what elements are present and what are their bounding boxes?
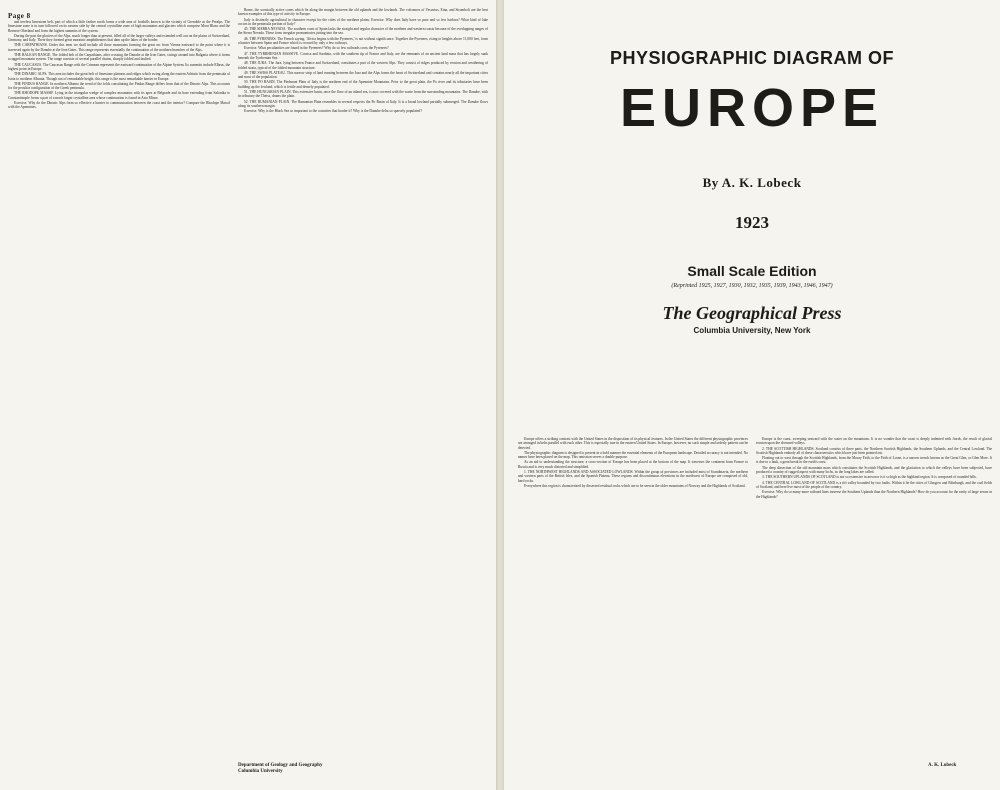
text-column-left-1 <box>8 20 230 762</box>
paragraph: Exercise. Why do the Dinaric Alps form so effective a barrier to communication between the coast and the interior? Compare the Rhodope Massif with the Apennines. <box>8 101 230 110</box>
right-page <box>504 0 1000 790</box>
publisher: The Geographical Press <box>662 303 842 323</box>
text-column-left-2 <box>238 8 488 762</box>
reprint-note: (Reprinted 1925, 1927, 1930, 1932, 1935, 1939, 1943, 1946, 1947) <box>671 283 833 289</box>
paragraph: 3. THE SOUTHERN UPLANDS OF SCOTLAND is not so extensive in area nor is it so high as the highland region. It is composed of rounded hills. <box>762 475 977 480</box>
paragraph: Exercise. What peculiarities are found in the Pyrenees? Why do so few railroads cross the Pyrenees? <box>244 46 389 51</box>
paragraph: As an aid to understanding the structure, a cross-section of Europe has been placed at the bottom of the map. It traverses the continent from France to Russia and is very much distorted and simplified. <box>518 460 748 469</box>
paragraph: 2. THE SCOTTISH HIGHLANDS. Scotland consists of three parts, the Northern Scottish Highlands, the Southern Uplands, and the Central Lowland. The Scottish Highlands embody all of these characteristics which have just been pointed out. <box>756 446 992 455</box>
paragraph: THE BALKAN RANGE. The folded belt of the Carpathians, after crossing the Danube at the Iron Gates, swings around into Bulgaria where it forms a rugged mountain system. The range consists of several parallel chains, sharply folded and faulted. <box>8 53 230 62</box>
paragraph: 52. THE RUMANIAN PLAIN. The Rumanian Plain resembles in several respects the Po Basin of Italy. It is a broad lowland partially submerged. The Danube flows along its southern margin. <box>238 99 488 108</box>
department-line: Department of Geology and Geography <box>238 763 323 768</box>
text-column-right-1 <box>518 437 748 769</box>
paragraph: THE PINDUS RANGE. In northern Albania the trend of the folds constituting the Pindus Range differs from that of the Dinaric Alps. This accounts for the peculiar configuration of the Greek peninsula. <box>8 81 230 91</box>
paragraph: Europe offers a striking contrast with the United States in the disposition of its physical features. In the United States the different physiographic provinces are arranged in belts parallel with each other. This is especially true in the eastern United States. In Europe, however, no such simple and orderly pattern can be detected. <box>518 437 748 450</box>
year: 1923 <box>735 213 769 232</box>
paragraph: and treeless limestone belt, part of which a little farther north forms a wide area of foothills known to the vicinity of Grenoble as the Prealps. The limestone zone is in turn followed on its eastern side by the central crystalline zone of high mountains and glaciers which comprise Mont Blanc and the Bernese Oberland and form the highest summits of the system. <box>8 20 230 33</box>
text-column-right-2 <box>756 437 992 769</box>
department-credit <box>238 763 488 775</box>
title-europe: EUROPE <box>619 78 885 138</box>
paragraph: 47. THE TYRRHENIAN MASSIVE. Corsica and Sardinia, with the southern tip of France and Italy, are the remnants of an ancient land mass that has largely sunk beneath the Tyrrhenian Sea. <box>238 51 488 60</box>
title-line: PHYSIOGRAPHIC DIAGRAM OF <box>609 48 894 68</box>
paragraph: 46. THE PYRENEES. The French saying, 'Africa begins with the Pyrenees,' is not without significance. Together the Pyrenees, rising to heights above 11,000 feet, form a barrier between Spain and France which is crossed by only a few railways. <box>238 36 488 46</box>
paragraph: 49. THE SWISS PLATEAU. This narrow strip of land running between the Jura and the Alps forms the heart of Switzerland and contains nearly all the important cities and most of the population. <box>238 70 488 80</box>
paragraph: Floating out to west through the Scottish Highlands, from the Moray Firth, to the Firth of Lorne, is a narrow trench known as the Great Glen, or Glen More. It is due to a fault, a great break in the earth's crust. <box>756 456 992 465</box>
paragraph: 51. THE HUNGARIAN PLAIN. This extensive basin, once the floor of an inland sea, is now covered with the waste from the surrounding mountains. The Danube, with its tributary the Theiss, drains the plain. <box>238 90 488 99</box>
paragraph: Rome, the scenically active cones which lie along the margin between the old uplands and the lowlands. The volcanoes of Vesuvius, Etna, and Stromboli are the best known examples of this type of activity in Europe. <box>238 8 488 17</box>
university-line: Columbia University <box>238 769 283 774</box>
paragraph: 50. THE PO BASIN. The Piedmont Plain of Italy is the northern end of the Apennine Mountains. Prior to the great plain, the Po river and its tributaries have been building up the lowland, which is fertile and densely populated. <box>238 80 488 89</box>
paragraph: Italy is distinctly agricultural in character except for the cities of the northern plains. Exercise. Why does Italy have so poor and so few harbors? What kind of lake occurs in the peninsula portion of Italy? <box>238 17 488 26</box>
paragraph: THE RHODOPE MASSIF. Lying in the triangular wedge of complex mountains with its apex at Belgrade and its base extending from Salonika to Constantinople forms a part of a much larger crystalline area whose continuation is found in Asia Minor. <box>8 91 230 100</box>
center-fold <box>496 0 504 790</box>
paragraph: 4. THE CENTRAL LOWLAND OF SCOTLAND is a rift valley bounded by two faults. Within it lie the cities of Glasgow and Edinburgh, and the coal fields of Scotland, and here live most of the people of the country. <box>756 480 992 489</box>
paragraph: Exercise. Why do so many more railroad lines traverse the Southern Uplands than the Northern Highlands? How do you account for the rarity of large towns in the Highlands? <box>756 490 992 499</box>
paragraph: The physiographic diagram is designed to present in a bold manner the essential elements of the European landscape. Detailed accuracy is not intended. No names have been placed on the map. This omission serves a double purpose. <box>518 450 748 460</box>
paragraph: The deep dissection of the old mountain mass which constitutes the Scottish Highlands, and the glaciation to which the valleys have been subjected, have produced a country of rugged aspect with many lochs, as the long lakes are called. <box>756 465 992 475</box>
paragraph: During the past the glaciers of the Alps, much longer than at present, filled all of the larger valleys and extended well out on the plains of Switzerland, Germany, and Italy. There they formed great morainic amphitheaters that dam up the lakes of the border. <box>8 33 230 43</box>
paragraph: THE CAUCASUS. The Caucasus Range with the Crimean represents the eastward continuation of the Alpine System. Its summits include Elbrus, the highest point in Europe. <box>8 62 230 71</box>
paragraph: Europe is the coast, sweeping seaward with the water on the mountains. It is no wonder that the coast is deeply indented with fiords, the result of glacial erosion upon the drowned valleys. <box>756 437 992 446</box>
paragraph: 45. THE SIERRA NEVADA. The southern coast of Spain lacks the straight and regular character of the northern and western coasts because of the overlapping ranges of the Sierra Nevada. These form irregular promontories jutting into the sea. <box>238 27 488 36</box>
paragraph: Everywhere this region is characterized by dissected residual rocks which are to be seen in the older mountains of Norway and the Highlands of Scotland. <box>524 483 746 488</box>
title-block <box>504 40 1000 335</box>
page-number: Page 8 <box>8 12 31 20</box>
paragraph: THE DINARIC ALPS. This area includes the great belt of limestone plateaus and ridges which swing along the eastern Adriatic from the peninsula of Istria to northern Albania. Though not of remarkable height, this range is the most remarkable barrier in Europe. <box>8 72 230 81</box>
author: By A. K. Lobeck <box>702 175 802 190</box>
paragraph: 1. THE NORTHWEST HIGHLANDS AND ASSOCIATED LOWLANDS. Within the group of provinces are included most of Scandinavia, the northern and western parts of the British Isles, and the Spanish Plateau. These regions and discontinuous elevations in the northwest of Europe are composed of old, hard rocks. <box>518 470 748 483</box>
paragraph: Exercise. Why is the Black Sea so important to the countries that border it? Why is the Danube delta so sparsely populated? <box>244 109 422 114</box>
edition: Small Scale Edition <box>687 263 817 279</box>
left-page <box>0 0 496 790</box>
paragraph: THE CARPATHIANS. Under this term we shall include all those mountains forming the great arc from Vienna eastward to the point where it is traversed again by the Danube at the Iron Gates. This range represents essentially the continuation of the northern branches of the Alps. <box>8 43 230 52</box>
publisher-location: Columbia University, New York <box>693 326 811 335</box>
author-signature: A. K. Lobeck <box>928 763 957 768</box>
paragraph: 48. THE JURA. The Jura, lying between France and Switzerland, constitutes a part of the western Alps. They consist of ridges produced by erosion and weathering of folded strata, typical of the folded mountain structure. <box>238 61 488 70</box>
